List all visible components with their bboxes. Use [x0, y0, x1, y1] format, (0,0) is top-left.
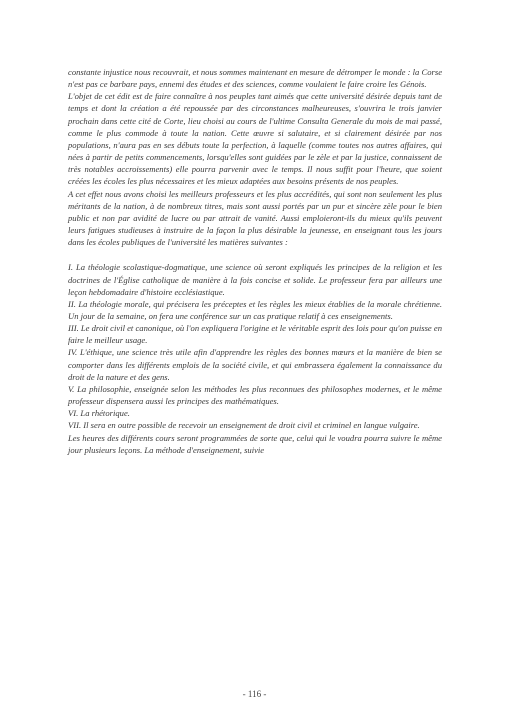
paragraph: L'objet de cet édit est de faire connaître à nos peuples tant aimés que cette université désirée depuis tant de temps et dont la création a été repoussée par des circonstances malheureuses, s'ouvrira le trois janvier prochain dans cette cité de Corte, lieu choisi au cours de l'ultime Consulta Generale du mois de mai passé, comme le plus commode à toute la nation. Cette œuvre si salutaire, et si clairement désirée par nos populations, n'aura pas en ses débuts toute la perfection, à laquelle (comme toutes nos autres affaires, qui nées à partir de petits commencements, lorsqu'elles sont guidées par le zèle et par la justice, connaissent de très notables accroissements) elle pourra parvenir avec le temps. Il nous suffit pour l'heure, que soient créées les écoles les plus nécessaires et les mieux adaptées aux besoins présents de nos peuples.: [68, 91, 442, 187]
list-item: II. La théologie morale, qui précisera les préceptes et les règles les mieux établies de la morale chrétienne. Un jour de la semaine, on fera une conférence sur un cas pratique relatif à ces enseignements.: [68, 298, 442, 321]
list-item: V. La philosophie, enseignée selon les méthodes les plus reconnues des philosophes modernes, et le même professeur dispensera aussi les principes des mathématiques.: [68, 383, 442, 407]
paragraph: Les heures des différents cours seront programmées de sorte que, celui qui le voudra pourra suivre le même jour plusieurs leçons. La méthode d'enseignement, suivie: [68, 432, 442, 455]
list-item: VII. Il sera en outre possible de recevoir un enseignement de droit civil et criminel en langue vulgaire.: [68, 420, 420, 431]
list-item: I. La théologie scolastique-dogmatique, une science où seront expliqués les principes de la religion et les doctrines de l'Église catholique de manière à la fois concise et solide. Le professeur fera par ailleurs une leçon hebdomadaire d'histoire ecclésiastique.: [68, 262, 442, 297]
page-number: - 116 -: [242, 689, 267, 699]
list-item: III. Le droit civil et canonique, où l'on expliquera l'origine et le véritable esprit des lois pour qu'on puisse en faire le meilleur usage.: [68, 323, 442, 346]
list-item: VI. La rhétorique.: [68, 408, 130, 419]
paragraph-spacer: [68, 248, 442, 261]
paragraph: A cet effet nous avons choisi les meilleurs professeurs et les plus accrédités, qui sont non seulement les plus méritants de la nation, à de nombreux titres, mais sont aussi portés par un pur et sincère zèle pour le bien public et non par avidité de lucre ou par attrait de vanité. Aussi emploieront-ils du mieux qu'ils peuvent leurs fatigues studieuses à instruire de la façon la plus désirable la jeunesse, en enseignant tous les jours dans les écoles publiques de l'université les matières suivantes :: [68, 188, 442, 248]
paragraph: constante injustice nous recouvrait, et nous sommes maintenant en mesure de détromper le monde : la Corse n'est pas ce barbare pays, ennemi des études et des sciences, comme voulaient le faire croire les Génois.: [68, 67, 443, 90]
list-item: IV. L'éthique, une science très utile afin d'apprendre les règles des bonnes mœurs et la manière de bien se comporter dans les différents emplois de la société civile, et qui embrassera également la connaissance du droit de la nature et des gens.: [68, 347, 442, 382]
document-page: [68, 66, 442, 686]
